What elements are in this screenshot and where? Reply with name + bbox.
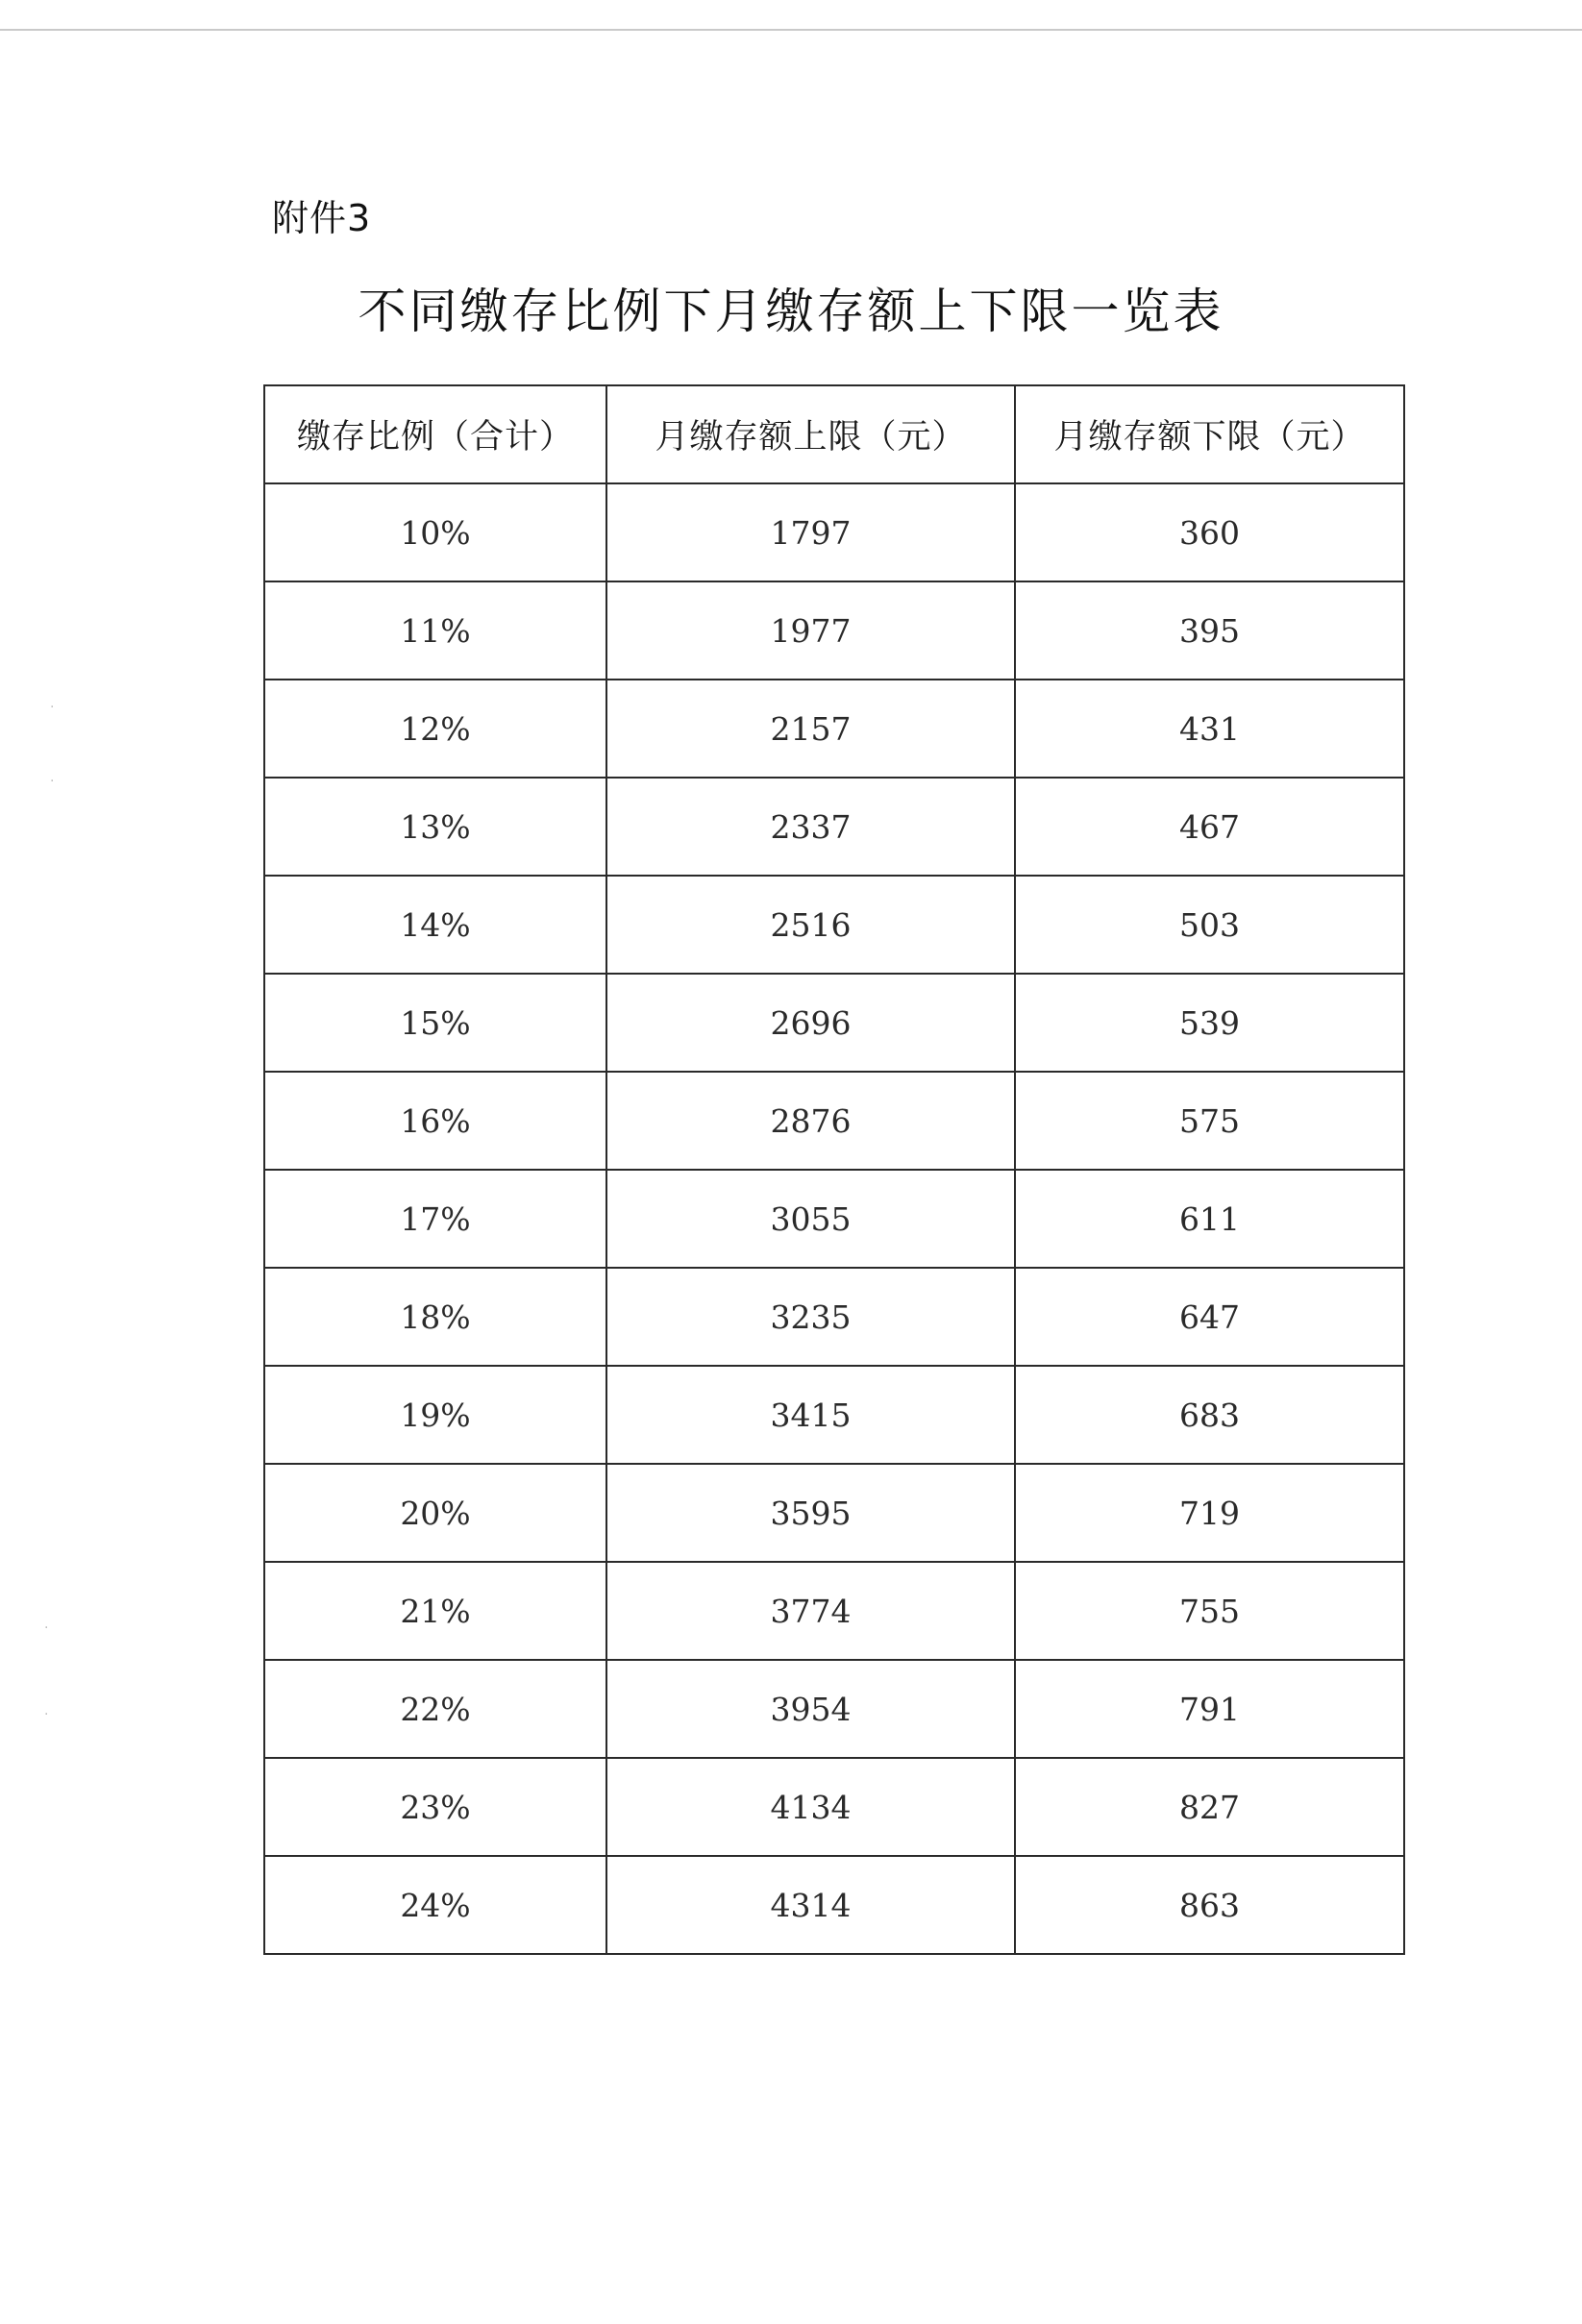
table-row: [264, 778, 1404, 876]
upper-limit-cell: 3774: [606, 1562, 1015, 1660]
contribution-limits-table: [263, 384, 1405, 1955]
scan-edge-line: [0, 29, 1582, 31]
scan-mark: ·: [50, 774, 55, 789]
lower-limit-cell: 395: [1015, 581, 1404, 680]
ratio-cell: 23%: [264, 1758, 606, 1856]
upper-limit-cell: 2876: [606, 1072, 1015, 1170]
table-row: [264, 876, 1404, 974]
table-row: [264, 1366, 1404, 1464]
lower-limit-cell: 360: [1015, 483, 1404, 581]
table-row: [264, 1856, 1404, 1954]
table-row: [264, 680, 1404, 778]
attachment-label: 附件3: [272, 197, 372, 239]
ratio-cell: 10%: [264, 483, 606, 581]
upper-limit-cell: 4134: [606, 1758, 1015, 1856]
ratio-cell: 11%: [264, 581, 606, 680]
table-row: [264, 483, 1404, 581]
upper-limit-cell: 3595: [606, 1464, 1015, 1562]
upper-limit-cell: 2337: [606, 778, 1015, 876]
lower-limit-cell: 539: [1015, 974, 1404, 1072]
table-row: [264, 1562, 1404, 1660]
lower-limit-cell: 683: [1015, 1366, 1404, 1464]
upper-limit-cell: 2157: [606, 680, 1015, 778]
table-row: [264, 1268, 1404, 1366]
ratio-cell: 19%: [264, 1366, 606, 1464]
lower-limit-cell: 719: [1015, 1464, 1404, 1562]
ratio-cell: 14%: [264, 876, 606, 974]
upper-limit-cell: 3235: [606, 1268, 1015, 1366]
lower-limit-cell: 755: [1015, 1562, 1404, 1660]
ratio-cell: 20%: [264, 1464, 606, 1562]
ratio-cell: 24%: [264, 1856, 606, 1954]
ratio-cell: 15%: [264, 974, 606, 1072]
column-header-upper-limit: 月缴存额上限（元）: [606, 385, 1015, 483]
ratio-cell: 16%: [264, 1072, 606, 1170]
upper-limit-cell: 2696: [606, 974, 1015, 1072]
scan-mark: ·: [44, 1620, 49, 1636]
upper-limit-cell: 2516: [606, 876, 1015, 974]
upper-limit-cell: 4314: [606, 1856, 1015, 1954]
ratio-cell: 17%: [264, 1170, 606, 1268]
lower-limit-cell: 791: [1015, 1660, 1404, 1758]
ratio-cell: 21%: [264, 1562, 606, 1660]
table-header-row: [264, 385, 1404, 483]
table-row: [264, 1072, 1404, 1170]
ratio-cell: 13%: [264, 778, 606, 876]
lower-limit-cell: 647: [1015, 1268, 1404, 1366]
table-row: [264, 1464, 1404, 1562]
ratio-cell: 22%: [264, 1660, 606, 1758]
page-title: 不同缴存比例下月缴存额上下限一览表: [358, 284, 1224, 339]
lower-limit-cell: 467: [1015, 778, 1404, 876]
lower-limit-cell: 575: [1015, 1072, 1404, 1170]
lower-limit-cell: 503: [1015, 876, 1404, 974]
upper-limit-cell: 1977: [606, 581, 1015, 680]
table-row: [264, 1170, 1404, 1268]
lower-limit-cell: 827: [1015, 1758, 1404, 1856]
upper-limit-cell: 1797: [606, 483, 1015, 581]
table-row: [264, 581, 1404, 680]
lower-limit-cell: 863: [1015, 1856, 1404, 1954]
scan-mark: ·: [44, 1707, 49, 1722]
table-row: [264, 1660, 1404, 1758]
upper-limit-cell: 3055: [606, 1170, 1015, 1268]
table-row: [264, 1758, 1404, 1856]
scan-mark: ·: [50, 700, 55, 715]
ratio-cell: 18%: [264, 1268, 606, 1366]
upper-limit-cell: 3415: [606, 1366, 1015, 1464]
lower-limit-cell: 611: [1015, 1170, 1404, 1268]
upper-limit-cell: 3954: [606, 1660, 1015, 1758]
table-body: [264, 483, 1404, 1954]
lower-limit-cell: 431: [1015, 680, 1404, 778]
table-row: [264, 974, 1404, 1072]
column-header-lower-limit: 月缴存额下限（元）: [1015, 385, 1404, 483]
column-header-ratio: 缴存比例（合计）: [264, 385, 606, 483]
ratio-cell: 12%: [264, 680, 606, 778]
